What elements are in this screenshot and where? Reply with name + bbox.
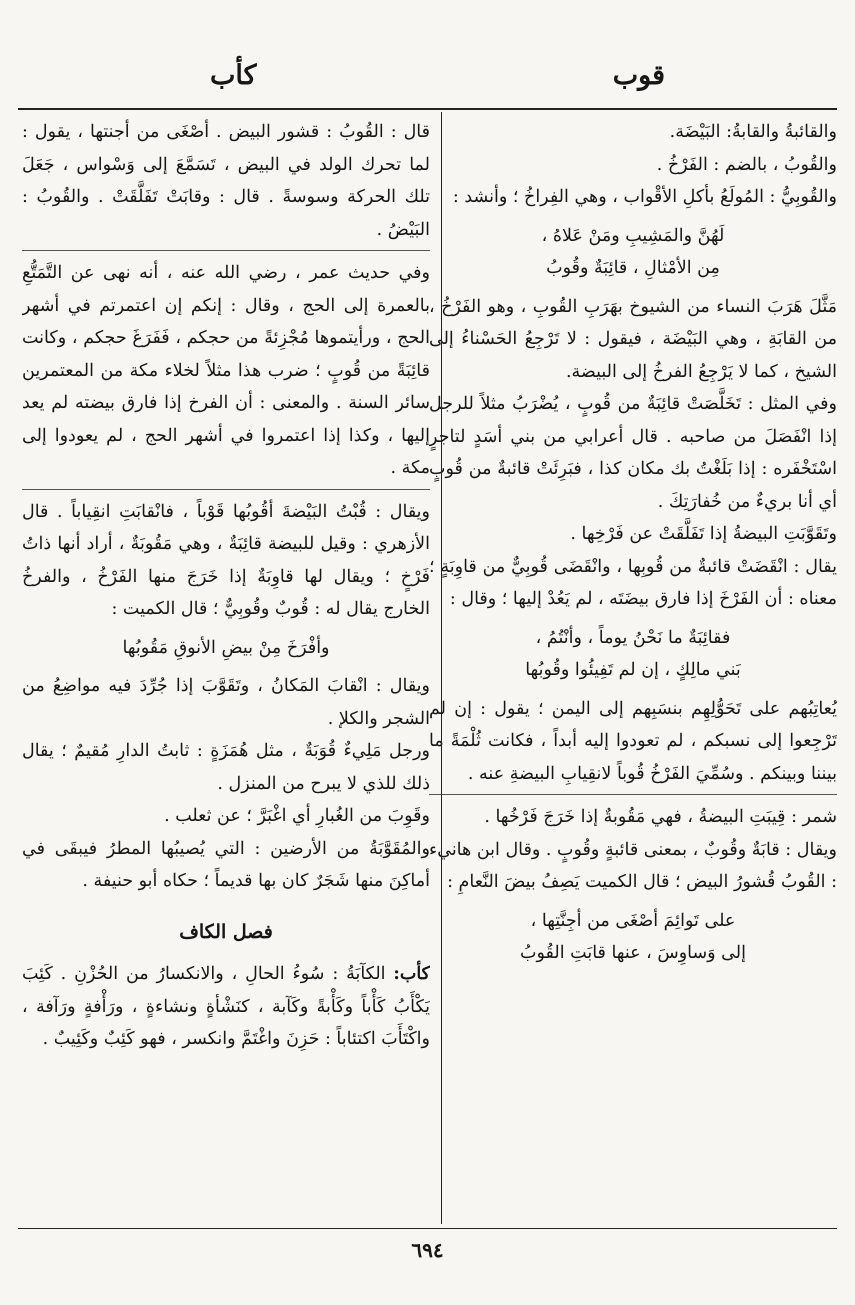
paragraph-text: ويقال : قُبْتُ البَيْضةَ أقُوبُها قَوْباً ، فانْقابَتِ انقِياباً . قال الأزهري : وقيل للبيضة قائِبَةٌ ، وهي مَقُوبَةٌ ، أراد أنها ذاتُ فَرْخٍ ؛ ويقال لها قاوِبَةٌ إذا خَرَجَ منها الفَرْخُ ، والفرخُ الخارج يقال له : قُوبٌ وقُوبِيٌّ ؛ قال الكميت :	[22, 501, 430, 619]
right-paragraph	[429, 388, 837, 518]
left-paragraph	[22, 833, 430, 898]
right-verse	[429, 905, 837, 970]
paragraph-text: يقال : انْقَضَتْ قائبةٌ من قُوبِها ، وانْقَضَى قُوبِيٌّ من قاوِبَةٍ ؛ معناه : أن الفَرْخَ إذا فارق بيضَتَه ، لم يَعُدْ إليها ؛ وقال :	[429, 556, 837, 609]
paragraph-text: وفي حديث عمر ، رضي الله عنه ، أنه نهى عن التَّمَتُّعِ بالعمرة إلى الحج ، وقال : إنكم إن اعتمرتم في أشهر الحج ، ورأيتموها مُجْزِئةً من حجكم ، فَفَرَغَ حجكم ، وكانت قائِبَةً من قُوبٍ ؛ ضرب هذا مثلاً لخلاء مكة من المعتمرين سائر السنة . والمعنى : أن الفرخ إذا فارق بيضته لم يعد إليها ، وكذا إذا اعتمروا في أشهر الحج ، لم يعودوا إلى مكة .	[22, 263, 430, 478]
left-verse	[22, 632, 430, 665]
page-number: ٦٩٤	[411, 1238, 444, 1262]
right-paragraph	[429, 291, 837, 389]
left-paragraph	[22, 496, 430, 626]
right-paragraph	[429, 181, 837, 214]
entry-separator	[22, 250, 430, 251]
paragraph-text: والقُوبِيُّ : المُولَعُ بأكلِ الأقْواب ، وهي الفِراخُ ؛ وأنشد :	[452, 187, 837, 207]
right-column	[429, 116, 837, 1221]
left-paragraph	[22, 735, 430, 800]
right-paragraph	[429, 693, 837, 791]
paragraph-text: والمُقَوَّبَةُ من الأرضين : التي يُصيبُها المطرُ فيبقَى في أماكِنَ منها شَجَرٌ كان بها قديماً ؛ حكاه أبو حنيفة .	[22, 838, 430, 891]
verse-line: مِن الأمْثالِ ، قائِبَةٌ وقُوبُ	[546, 258, 720, 278]
running-header-right: قوب	[612, 60, 665, 91]
paragraph-text: ويقال : انْقابَ المَكانُ ، وتَقَوَّبَ إذا جُرِّدَ فيه مواضِعُ من الشجر والكلإ .	[22, 676, 430, 729]
left-paragraph	[22, 116, 430, 246]
section-heading: فصل الكاف	[179, 920, 273, 943]
verse-line: إلى وَساوِسَ ، عنها قابَتِ القُوبُ	[520, 943, 746, 963]
paragraph-text: والقائبةُ والقابةُ: البَيْضَة.	[669, 122, 837, 142]
left-paragraph	[22, 257, 430, 485]
header-rule	[18, 108, 837, 110]
left-paragraph	[22, 670, 430, 735]
verse-line: على تَوائِمَ أصْغَى من أجِنَّتِها ،	[530, 910, 736, 931]
entry-headword: كأب:	[393, 964, 430, 984]
paragraph-text: وتَقَوَّبَتِ البيضةُ إذا تَفَلَّقَتْ عن فَرْخِها .	[570, 524, 837, 544]
paragraph-text: وقَوِبَ من الغُبارِ أي اغْبَرَّ ؛ عن ثعلب .	[164, 806, 430, 826]
right-paragraph	[429, 116, 837, 149]
paragraph-text: الكآبَةُ : سُوءُ الحالِ ، والانكسارُ من الحُزْنِ . كَئِبَ يَكْأَبُ كَأْباً وكَأْبةً وكَآبة ، كنَشْأةٍ ونشاءةٍ ، ورَأْفةٍ ورَآفة ، واكْتَأَبَ اكتئاباً : حَزِنَ واغْتَمَّ وانكسر ، فهو كَئِبٌ وكَئِيبٌ .	[22, 964, 430, 1049]
left-paragraph	[22, 958, 430, 1056]
verse-line: بَني مالِكٍ ، إن لم تَفِيئُوا وقُوبُها	[525, 660, 741, 680]
right-paragraph	[429, 801, 837, 834]
entry-separator	[22, 489, 430, 490]
column-divider	[441, 112, 442, 1224]
paragraph-text: شمر : قِيبَتِ البيضةُ ، فهي مَقُوبةٌ إذا خَرَجَ فَرْخُها .	[484, 807, 837, 827]
verse-line: لَهُنَّ والمَشِيبِ ومَنْ عَلاهُ ،	[541, 225, 725, 246]
right-verse	[429, 622, 837, 687]
paragraph-text: وفي المثل : تَخَلَّصَتْ قائِبَةٌ من قُوبٍ ، يُضْرَبُ مثلاً للرجل إذا انْفَصَلَ من صاحبه . قال أعرابي من بني أسَدٍ لتاجرٍ اسْتَخْفَره : إذا بَلَغْتُ بك مكان كذا ، فبَرِئَتْ قائبةٌ من قُوبٍ أي أنا بريءٌ من خُفارَتِكَ .	[429, 394, 837, 512]
right-paragraph	[429, 518, 837, 551]
right-paragraph	[429, 149, 837, 182]
paragraph-text: مَثَّلَ هَرَبَ النساء من الشيوخ بهَرَبِ القُوبِ ، وهو الفَرْخُ ، من القابَةِ ، وهي البَيْضَة ، فيقول : لا تَرْجِعُ الحَسْناءُ إلى الشيخ ، كما لا يَرْجِعُ الفرخُ إلى البيضة.	[429, 296, 837, 382]
paragraph-text: والقُوبُ ، بالضم : الفَرْخُ .	[656, 154, 837, 175]
right-verse	[429, 220, 837, 285]
paragraph-text: ويقال : قابَةٌ وقُوبٌ ، بمعنى قائبةٍ وقُوبٍ . وقال ابن هانيء : القُوبُ قُشورُ البيض ؛ قال الكميت يَصِفُ بيضَ النَّعامِ :	[429, 839, 837, 892]
left-column	[22, 116, 430, 1221]
paragraph-text: ورجل مَلِيءٌ قُوَبَةٌ ، مثل هُمَزَةٍ : ثابتُ الدارِ مُقيمٌ ؛ يقال ذلك للذي لا يبرح من المنزل .	[22, 741, 430, 794]
entry-separator	[429, 794, 837, 795]
left-paragraph	[22, 800, 430, 833]
right-paragraph	[429, 834, 837, 899]
footer-rule	[18, 1228, 837, 1229]
verse-line: فقائِبَةٌ ما نَحْنُ يوماً ، وأنْتُمُ ،	[535, 627, 731, 648]
verse-line: وأفْرَخَ مِنْ بيضِ الأنوقِ مَقُوبُها	[122, 637, 330, 658]
paragraph-text: قال : القُوبُ : قشور البيض . أصْغَى من أجنتها ، يقول : لما تحرك الولد في البيض ، تَسَمَّعَ إلى وَسْواس ، جَعَلَ تلك الحركة وسوسةً . قال : وقابَتْ تَفَلَّقَتْ . والقُوبُ : البَيْضُ .	[22, 122, 430, 240]
paragraph-text: يُعاتِبُهم على تَحَوُّلِهِم بنسَبِهم إلى اليمن ؛ يقول : إن لم تَرْجِعوا إلى نسبكم ، لم تعودوا إليه أبداً ، فكانت ثُلْمَةً ما بيننا وبينكم . وسُمِّيَ الفَرْخُ قُوباً لانقِيابِ البيضةِ عنه .	[429, 698, 837, 784]
right-paragraph	[429, 551, 837, 616]
running-header-left: كأب	[210, 60, 257, 91]
